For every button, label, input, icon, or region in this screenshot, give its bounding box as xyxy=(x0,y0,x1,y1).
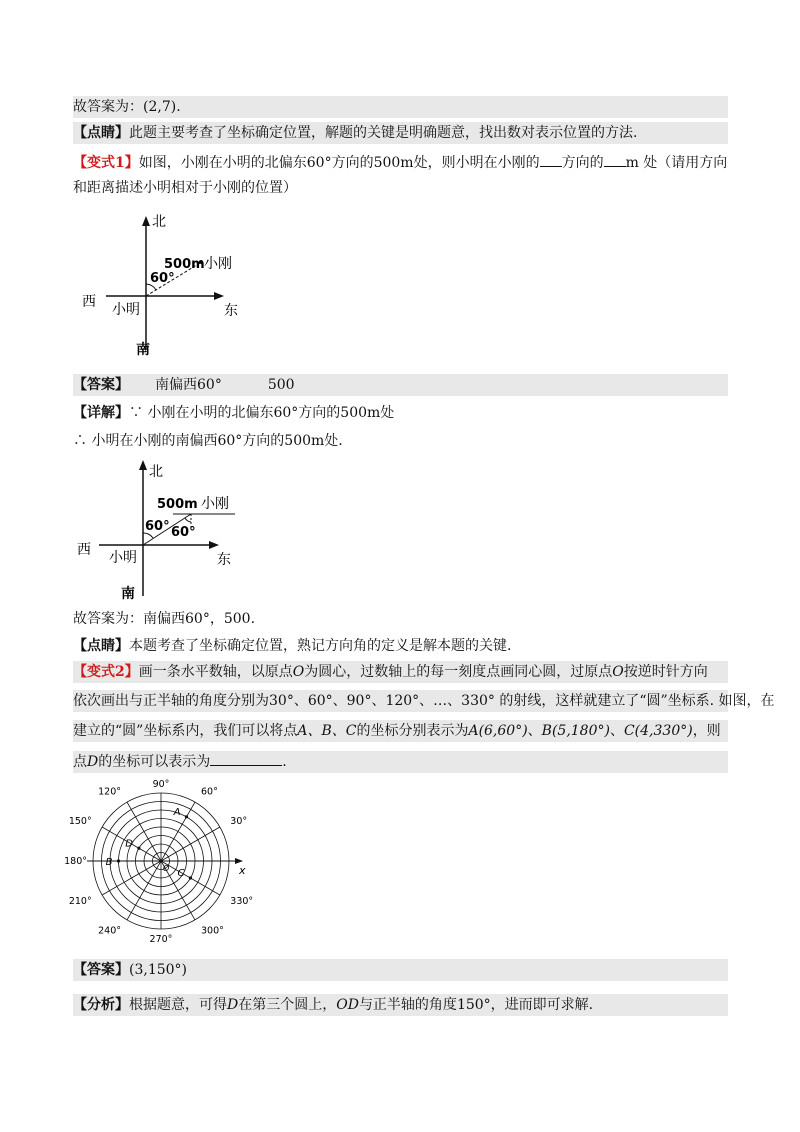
point-c-dot xyxy=(189,876,192,879)
angle-label-300: 300° xyxy=(201,925,224,937)
angle-label-60: 60° xyxy=(201,786,218,798)
angle-label-270: 270° xyxy=(149,934,173,945)
angle-label-240: 240° xyxy=(98,925,121,937)
origin-label: 小明 xyxy=(112,302,140,318)
comment-text: 本题考查了坐标确定位置，熟记方向角的定义是解本题的关键. xyxy=(129,638,512,654)
angle-label-150: 150° xyxy=(68,816,92,827)
v2-question-line4 xyxy=(73,751,728,773)
angle-label-120: 120° xyxy=(98,786,121,798)
final-degree: 60° xyxy=(185,611,210,627)
west-label: 西 xyxy=(82,294,96,310)
final-distance: 500 xyxy=(223,611,251,627)
detail-text: 处 xyxy=(380,405,395,421)
origin-label: O xyxy=(163,864,170,873)
comment-line-q0 xyxy=(73,122,728,144)
direction-figure-1 xyxy=(78,212,248,357)
question-text: 的坐标可以表示为 xyxy=(98,754,211,770)
v2-question-line2 xyxy=(73,690,775,712)
final-text: . xyxy=(250,611,256,627)
north-label: 北 xyxy=(149,464,163,480)
v1-detail-line1 xyxy=(73,402,728,424)
question-text: 如图，小刚在小明的北偏东 xyxy=(138,155,307,171)
distance-label: 500m xyxy=(157,497,198,512)
point-d-label: D xyxy=(125,838,133,850)
answer-value: (3,150°) xyxy=(129,962,188,978)
v2-question-line1 xyxy=(73,661,728,683)
point-a-dot xyxy=(185,815,188,818)
point-b-label: B xyxy=(105,857,113,868)
angle-label-30: 30° xyxy=(230,816,248,827)
answer-blank xyxy=(210,751,282,766)
answer-blank xyxy=(604,152,626,167)
ray-line xyxy=(127,802,161,861)
direction-figure-2 xyxy=(73,456,245,602)
variant-tag: 【变式1】 xyxy=(73,155,139,171)
west-label: 西 xyxy=(77,542,91,558)
east-label: 东 xyxy=(217,552,231,568)
question-degree: 60° xyxy=(306,155,332,171)
detail-text: 方向的 xyxy=(298,405,341,421)
south-label: 南 xyxy=(121,586,135,602)
comment-tag: 【点睛】 xyxy=(73,638,129,654)
coord-a: A(6,60°) xyxy=(468,723,528,739)
analysis-text: 在第三个圆上， xyxy=(238,997,337,1013)
angle-label-330: 330° xyxy=(230,896,254,907)
analysis-tag: 【分析】 xyxy=(73,997,129,1013)
target-label: 小刚 xyxy=(204,256,232,272)
v1-answer-line xyxy=(73,374,728,396)
v2-analysis-line xyxy=(73,994,728,1016)
question-text: 画一条水平数轴，以原点 xyxy=(138,664,293,680)
angle-label-90: 90° xyxy=(152,779,170,790)
answer-line-q0 xyxy=(73,96,728,118)
v2-answer-line xyxy=(73,959,728,981)
analysis-text: 与正半轴的角度 xyxy=(358,997,457,1013)
detail-text: ∴ 小明在小刚的南偏西 xyxy=(73,433,218,449)
detail-tag: 【详解】 xyxy=(73,405,129,421)
ray-line xyxy=(127,861,161,920)
question-text: 点 xyxy=(73,754,87,770)
angle-label: 60° xyxy=(145,519,170,534)
east-label: 东 xyxy=(224,303,238,319)
comment-text: 此题主要考查了坐标确定位置，解题的关键是明确题意，找出数对表示位置的方法. xyxy=(129,125,638,141)
v2-question-line3: 建立的“圆”坐标系内，我们可以将点A、B、C的坐标分别表示为A(6,60°)、B(5,180°)、C(4,330°)，则 xyxy=(73,720,728,742)
question-text: ，则 xyxy=(692,723,721,739)
answer-degree: 60° xyxy=(197,377,222,393)
detail-degree: 60° xyxy=(217,433,243,449)
question-text: 方向的 xyxy=(331,155,374,171)
points-abc: A、B、C xyxy=(297,723,357,739)
coord-c: C(4,330°) xyxy=(623,723,693,739)
question-text: 为圆心，过数轴上的每一刻度点画同心圆，过原点 xyxy=(304,664,613,680)
x-axis-label: x xyxy=(239,864,246,877)
point-b-dot xyxy=(117,859,120,862)
answer-value: (2,7) xyxy=(143,99,177,115)
angle-label-210: 210° xyxy=(68,896,92,907)
detail-distance: 500m xyxy=(284,433,325,449)
question-text: 依次画出与正半轴的角度分别为30°、60°、90°、120°、…、330° 的射线，这样就建立了“圆”坐标系. 如图，在 xyxy=(73,693,775,709)
variant-tag: 【变式2】 xyxy=(73,664,139,680)
v1-question-line2 xyxy=(73,177,728,199)
polar-coordinate-figure xyxy=(64,774,254,946)
v1-comment-line xyxy=(73,635,728,657)
answer-end: . xyxy=(176,99,181,115)
detail-distance: 500m xyxy=(340,405,381,421)
ray-line xyxy=(161,827,220,861)
question-text: 处，则小明在小刚的 xyxy=(413,155,540,171)
detail-text: 处. xyxy=(324,433,343,449)
answer-direction: 南偏西 xyxy=(155,377,197,393)
segment-od: OD xyxy=(336,997,359,1013)
origin-label: 小明 xyxy=(109,550,137,566)
answer-distance: 500 xyxy=(267,377,295,393)
detail-degree: 60° xyxy=(273,405,299,421)
comment-tag: 【点睛】 xyxy=(73,125,129,141)
analysis-text: ，进而即可求解. xyxy=(490,997,594,1013)
analysis-degree: 150° xyxy=(456,997,491,1013)
v1-detail-line2 xyxy=(73,430,728,452)
answer-tag: 【答案】 xyxy=(73,962,129,978)
angle-label: 60° xyxy=(171,525,196,540)
question-text: 建立的“圆”坐标系内，我们可以将点 xyxy=(73,723,298,739)
question-text: 和距离描述小明相对于小刚的位置） xyxy=(73,180,297,196)
point-o: O xyxy=(612,664,624,680)
final-text: 故答案为：南偏西 xyxy=(73,611,185,627)
point-a-label: A xyxy=(173,806,181,818)
north-label: 北 xyxy=(152,214,166,230)
south-label: 南 xyxy=(136,342,150,358)
point-c-label: C xyxy=(177,868,185,879)
detail-text: ∵ 小刚在小明的北偏东 xyxy=(129,405,274,421)
detail-text: 方向的 xyxy=(242,433,285,449)
question-text: m 处（请用方向 xyxy=(625,155,728,171)
answer-tag: 【答案】 xyxy=(73,377,129,393)
point-d-dot xyxy=(137,847,140,850)
question-text: 的坐标分别表示为 xyxy=(356,723,469,739)
final-text: ， xyxy=(209,611,224,627)
question-text: 按逆时针方向 xyxy=(623,664,708,680)
v1-final-line xyxy=(73,608,728,630)
point-d: D xyxy=(87,754,99,770)
point-d: D xyxy=(227,997,239,1013)
question-text: . xyxy=(282,754,287,770)
question-text: 方向的 xyxy=(561,155,604,171)
answer-blank xyxy=(540,152,562,167)
v1-question-line1 xyxy=(73,152,728,174)
angle-label: 60° xyxy=(150,271,175,286)
coord-b: B(5,180°) xyxy=(541,723,610,739)
answer-label: 故答案为： xyxy=(73,99,143,115)
angle-label-180: 180° xyxy=(64,856,87,867)
analysis-text: 根据题意，可得 xyxy=(129,997,227,1013)
point-o: O xyxy=(292,664,305,680)
question-distance: 500m xyxy=(373,155,414,171)
distance-label: 500m xyxy=(164,257,205,272)
target-label: 小刚 xyxy=(201,496,229,512)
